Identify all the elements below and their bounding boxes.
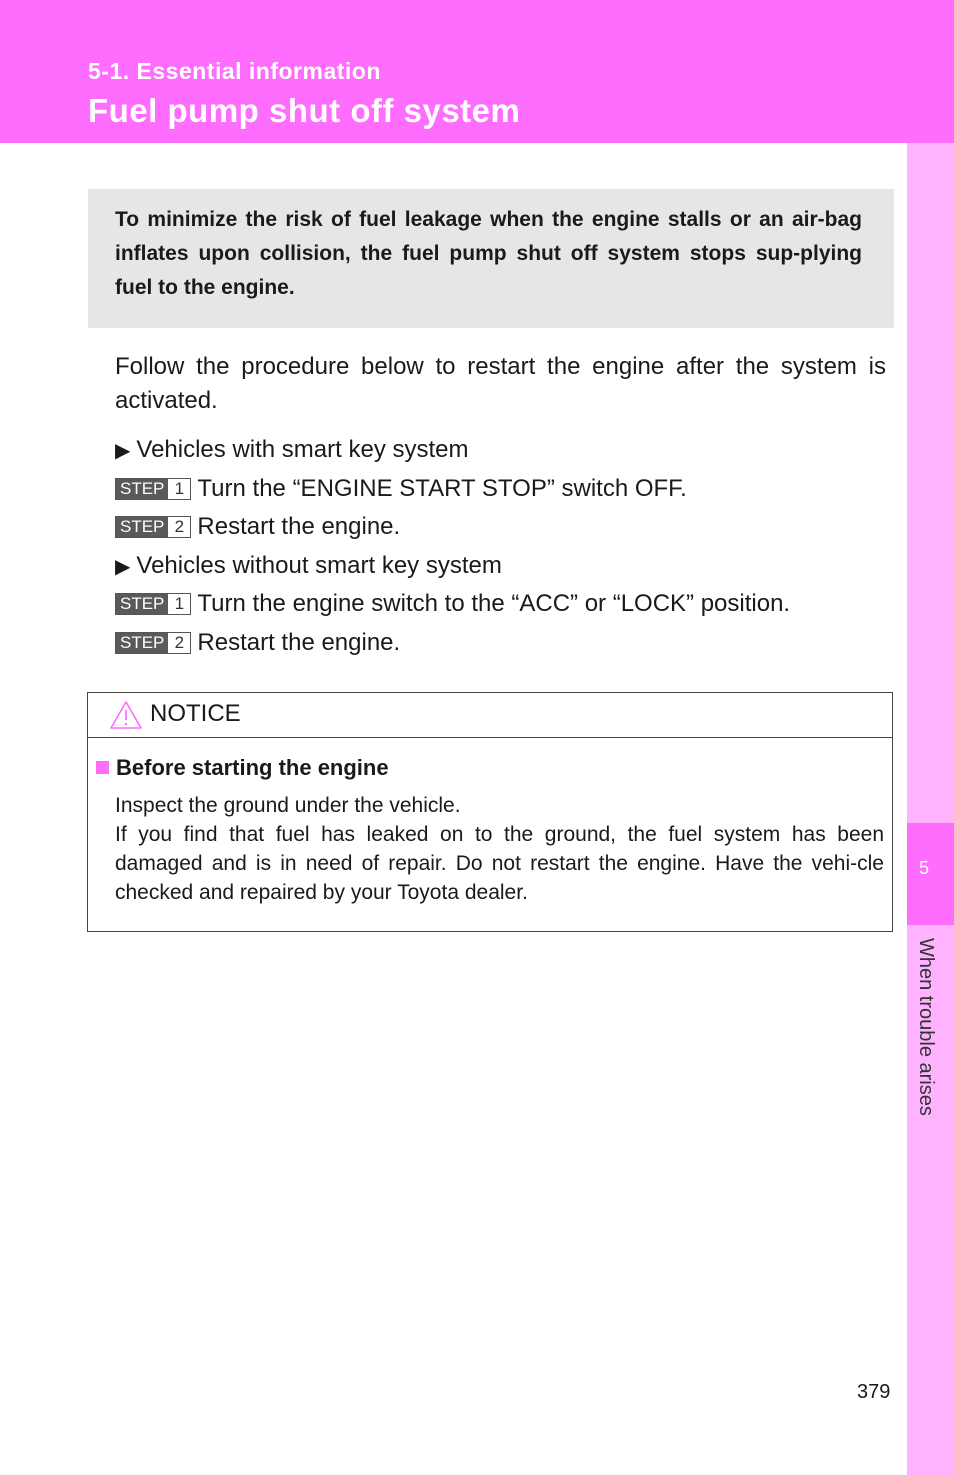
page-number: 379 xyxy=(857,1381,891,1403)
triangle-bullet-icon: ▶ xyxy=(115,556,131,578)
step-word: STEP xyxy=(116,479,168,499)
intro-paragraph: Follow the procedure below to restart the engine after the system is activated. xyxy=(115,353,886,414)
step-text: Restart the engine. xyxy=(197,513,401,540)
square-bullet-icon xyxy=(96,761,109,774)
step-text: Turn the engine switch to the “ACC” or “LOCK” position. xyxy=(197,590,791,617)
group-heading-no-smart-key xyxy=(115,551,502,582)
section-label: 5-1. Essential information xyxy=(88,58,381,84)
step-badge xyxy=(115,516,191,538)
step-badge xyxy=(115,593,191,615)
summary-text: To minimize the risk of fuel leakage when the engine stalls or an air-bag inflates upon collision, the fuel pump shut off system stops sup-plying fuel to the engine. xyxy=(115,208,862,299)
step-word: STEP xyxy=(116,594,168,614)
warning-icon xyxy=(109,700,143,730)
step-number: 1 xyxy=(168,594,190,614)
notice-heading xyxy=(96,755,389,781)
page-header xyxy=(0,0,954,143)
step-badge xyxy=(115,478,191,500)
page-title: Fuel pump shut off system xyxy=(88,92,521,129)
step-row xyxy=(115,589,790,619)
step-number: 1 xyxy=(168,479,190,499)
step-text: Turn the “ENGINE START STOP” switch OFF. xyxy=(197,475,687,502)
step-word: STEP xyxy=(116,633,168,653)
step-number: 2 xyxy=(168,517,190,537)
group-heading-label: Vehicles without smart key system xyxy=(136,552,502,579)
chapter-side-tab xyxy=(907,143,954,1475)
step-word: STEP xyxy=(116,517,168,537)
step-number: 2 xyxy=(168,633,190,653)
step-row xyxy=(115,474,687,504)
group-heading-smart-key xyxy=(115,435,469,466)
notice-label: NOTICE xyxy=(150,700,241,727)
notice-body-line: Inspect the ground under the vehicle. xyxy=(115,794,461,817)
chapter-number: 5 xyxy=(918,858,929,878)
notice-header xyxy=(88,693,892,738)
notice-box xyxy=(87,692,893,932)
notice-body-line: If you find that fuel has leaked on to the ground, the fuel system has been damaged and is in need of repair. Do not restart the engine. Have the vehi-cle checked and repaired by your Toyota dealer. xyxy=(115,823,884,904)
chapter-title: When trouble arises xyxy=(915,938,937,1116)
notice-body xyxy=(115,791,884,907)
step-badge xyxy=(115,632,191,654)
summary-box xyxy=(88,189,894,328)
triangle-bullet-icon: ▶ xyxy=(115,440,131,462)
step-row xyxy=(115,512,400,542)
group-heading-label: Vehicles with smart key system xyxy=(136,436,469,463)
step-text: Restart the engine. xyxy=(197,629,401,656)
notice-heading-text: Before starting the engine xyxy=(116,755,389,780)
step-row xyxy=(115,628,400,658)
